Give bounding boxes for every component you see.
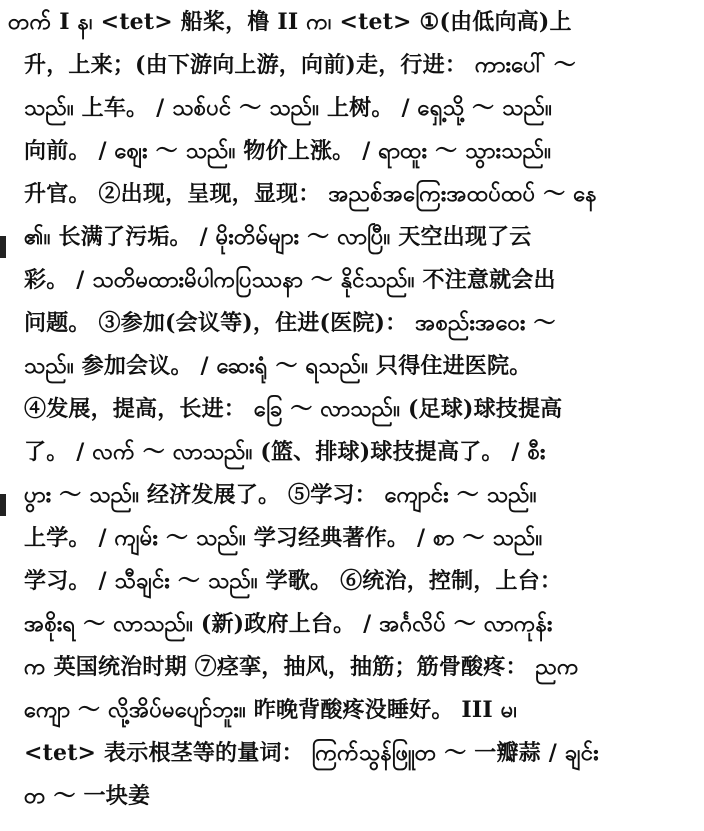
entry-line: အစိုးရ ～ လာသည်။ (新)政府上台。 / အင်္ဂလိပ် ～ လာကုန်း — [24, 611, 553, 637]
entry-line: 问题。 ③参加(会议等)，住进(医院)： အစည်းအဝေး ～ — [24, 310, 556, 336]
entry-line: 升，上来；(由下游向上游，向前)走，行进： ကားပေါ် ～ — [24, 52, 576, 78]
entry-line: 上学。 / ကျမ်း ～ သည်။ 学习经典著作。 / စာ ～ သည်။ — [24, 525, 543, 551]
entry-line: ④发展，提高，长进： ခြေ ～ လာသည်။ (足球)球技提高 — [24, 396, 563, 422]
entry-line: 向前。 / ဈေး ～ သည်။ 物价上涨。 / ရာထူး ～ သွားသည်။ — [24, 138, 552, 164]
left-margin-mark — [0, 494, 6, 516]
entry-line-headword: တက် I န၊ <tet> 船桨，橹 II က၊ <tet> ①(由低向高)上 — [8, 9, 572, 35]
entry-line: 彩。 / သတိမထားမိပါကပြဿနာ ～ နိုင်သည်။ 不注意就会出 — [24, 267, 556, 293]
entry-line: ကျော ～ လို့အိပ်မပျော်ဘူး။ 昨晚背酸疼没睡好。 III မ၊ — [24, 697, 518, 723]
entry-line: က 英国统治时期 ⑦痉挛，抽风，抽筋；筋骨酸疼： ညက — [24, 654, 579, 680]
entry-line: တ ～ 一块姜 — [24, 783, 151, 809]
entry-line: ပွား ～ သည်။ 经济发展了。 ⑤学习： ကျောင်း ～ သည်။ — [24, 482, 537, 508]
entry-line: သည်။ 上车。 / သစ်ပင် ～ သည်။ 上树。 / ရှေ့သို့ ～ သည်။ — [24, 95, 552, 121]
entry-line: <tet> 表示根茎等的量词： ကြက်သွန်ဖြူတ ～ 一瓣蒜 / ချင်း — [24, 740, 599, 766]
entry-line: သည်။ 参加会议。 / ဆေးရုံ ～ ရသည်။ 只得住进医院。 — [24, 353, 532, 379]
entry-line: 学习。 / သီချင်း ～ သည်။ 学歌。 ⑥统治，控制，上台： — [24, 568, 563, 594]
entry-line: ၏။ 长满了污垢。 / မိုးတိမ်များ ～ လာပြီ။ 天空出现了云 — [24, 224, 532, 250]
entry-line: 升官。 ②出现，呈现，显现： အညစ်အကြေးအထပ်ထပ် ～ နေ — [24, 181, 597, 207]
entry-line: 了。 / လက် ～ လာသည်။ (篮、排球)球技提高了。 / စီး — [24, 439, 546, 465]
left-margin-mark — [0, 236, 6, 258]
